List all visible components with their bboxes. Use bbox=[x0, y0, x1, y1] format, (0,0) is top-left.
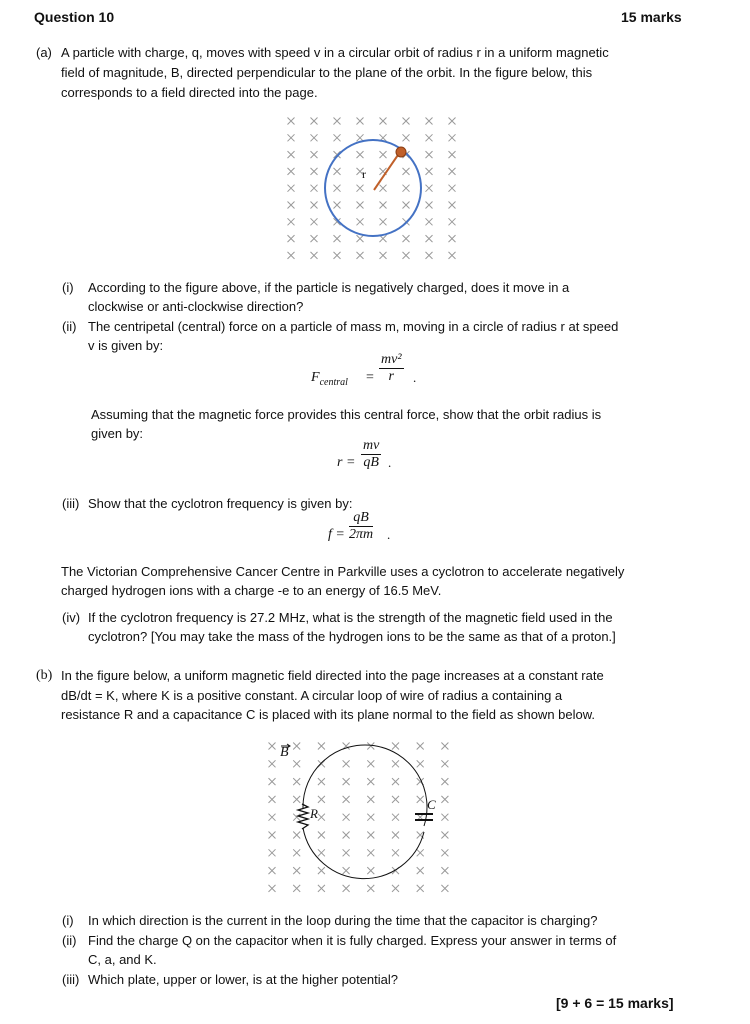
field-cross bbox=[343, 778, 350, 785]
field-cross bbox=[380, 252, 387, 259]
q-b-i-label: (i) bbox=[62, 913, 74, 928]
field-cross bbox=[343, 885, 350, 892]
field-cross bbox=[311, 235, 318, 242]
field-cross bbox=[403, 168, 410, 175]
q-a-ii-label: (ii) bbox=[62, 319, 77, 334]
field-cross bbox=[403, 252, 410, 259]
field-cross bbox=[449, 218, 456, 225]
field-cross bbox=[367, 814, 374, 821]
field-cross bbox=[357, 185, 364, 192]
field-cross bbox=[367, 867, 374, 874]
field-cross bbox=[426, 235, 433, 242]
field-cross bbox=[417, 796, 424, 803]
field-cross bbox=[367, 885, 374, 892]
field-cross bbox=[441, 849, 448, 856]
field-cross bbox=[343, 814, 350, 821]
field-cross bbox=[357, 218, 364, 225]
field-cross bbox=[288, 218, 295, 225]
field-cross bbox=[334, 185, 341, 192]
field-cross bbox=[441, 814, 448, 821]
eq3-fraction: $\frac{qB}{2\pi m}$ bbox=[349, 510, 374, 542]
resistor-label: R bbox=[310, 806, 318, 821]
field-cross bbox=[334, 252, 341, 259]
field-cross bbox=[426, 202, 433, 209]
field-cross bbox=[288, 202, 295, 209]
eq1-period: . bbox=[413, 370, 417, 385]
eq3-lhs: f = bbox=[328, 527, 345, 542]
q-a-ii-line: v is given by: bbox=[88, 338, 164, 353]
field-cross bbox=[441, 778, 448, 785]
field-cross bbox=[318, 743, 325, 750]
field-cross bbox=[288, 185, 295, 192]
field-cross bbox=[318, 778, 325, 785]
radius-line bbox=[374, 152, 400, 190]
field-cross bbox=[449, 252, 456, 259]
field-cross bbox=[269, 796, 276, 803]
field-cross bbox=[392, 832, 399, 839]
field-cross bbox=[441, 796, 448, 803]
field-cross bbox=[318, 814, 325, 821]
q-b-ii-line: C, a, and K. bbox=[88, 952, 157, 967]
field-cross bbox=[392, 778, 399, 785]
field-cross bbox=[367, 760, 374, 767]
field-cross bbox=[269, 867, 276, 874]
field-cross bbox=[269, 885, 276, 892]
context-line: The Victorian Comprehensive Cancer Centre in Parkville uses a cyclotron to accelerate negatively bbox=[61, 564, 625, 579]
q-b-iii-text: Which plate, upper or lower, is at the higher potential? bbox=[88, 972, 399, 987]
q-a-i-label: (i) bbox=[62, 280, 74, 295]
q-a-ii-line: The centripetal (central) force on a particle of mass m, moving in a circle of radius r at speed bbox=[88, 319, 619, 334]
part-b-line: resistance R and a capacitance C is placed with its plane normal to the field as shown below. bbox=[61, 707, 596, 722]
q-a-iv-line: If the cyclotron frequency is 27.2 MHz, what is the strength of the magnetic field used in the bbox=[88, 610, 613, 625]
field-cross bbox=[293, 743, 300, 750]
field-cross bbox=[311, 151, 318, 158]
field-cross bbox=[318, 832, 325, 839]
field-cross bbox=[288, 118, 295, 125]
field-cross bbox=[392, 760, 399, 767]
field-cross bbox=[392, 885, 399, 892]
field-cross bbox=[449, 168, 456, 175]
field-cross bbox=[311, 168, 318, 175]
field-cross bbox=[288, 252, 295, 259]
field-cross bbox=[343, 867, 350, 874]
magnetic-field-crosses-a bbox=[288, 118, 456, 259]
field-cross bbox=[403, 118, 410, 125]
q-a-ii-line: given by: bbox=[91, 426, 144, 441]
field-cross bbox=[403, 202, 410, 209]
field-cross bbox=[318, 885, 325, 892]
field-cross bbox=[417, 743, 424, 750]
magnetic-field-crosses-b bbox=[269, 743, 449, 892]
field-cross bbox=[293, 849, 300, 856]
field-cross bbox=[357, 235, 364, 242]
field-cross bbox=[318, 760, 325, 767]
q-b-i-text: In which direction is the current in the loop during the time that the capacitor is charging? bbox=[88, 913, 598, 928]
radius-label: r bbox=[362, 167, 366, 181]
field-cross bbox=[367, 796, 374, 803]
field-cross bbox=[269, 743, 276, 750]
field-cross bbox=[293, 760, 300, 767]
field-cross bbox=[343, 760, 350, 767]
part-b-line: dB/dt = K, where K is a positive constant. A circular loop of wire of radius a containing a bbox=[61, 688, 563, 703]
field-cross bbox=[426, 218, 433, 225]
part-a-line: field of magnitude, B, directed perpendicular to the plane of the orbit. In the figure below, this bbox=[61, 65, 593, 80]
q-a-i-line: According to the figure above, if the particle is negatively charged, does it move in a bbox=[88, 280, 570, 295]
field-cross bbox=[343, 832, 350, 839]
field-cross bbox=[426, 118, 433, 125]
field-cross bbox=[449, 202, 456, 209]
field-cross bbox=[318, 867, 325, 874]
field-cross bbox=[403, 185, 410, 192]
field-cross bbox=[441, 760, 448, 767]
eq2-period: . bbox=[388, 455, 392, 470]
field-cross bbox=[334, 134, 341, 141]
field-cross bbox=[449, 118, 456, 125]
part-a-label: (a) bbox=[36, 45, 52, 60]
field-cross bbox=[311, 185, 318, 192]
field-cross bbox=[293, 814, 300, 821]
field-cross bbox=[380, 218, 387, 225]
wire-loop-upper bbox=[303, 745, 427, 826]
field-cross bbox=[449, 134, 456, 141]
field-cross bbox=[357, 118, 364, 125]
field-cross bbox=[417, 885, 424, 892]
field-cross bbox=[449, 151, 456, 158]
field-cross bbox=[426, 168, 433, 175]
context-line: charged hydrogen ions with a charge -e to an energy of 16.5 MeV. bbox=[61, 583, 442, 598]
field-cross bbox=[392, 796, 399, 803]
field-cross bbox=[441, 743, 448, 750]
field-cross bbox=[392, 849, 399, 856]
marks-summary: [9 + 6 = 15 marks] bbox=[556, 995, 674, 1011]
field-cross bbox=[367, 849, 374, 856]
field-cross bbox=[380, 202, 387, 209]
field-cross bbox=[288, 134, 295, 141]
field-cross bbox=[357, 252, 364, 259]
q-a-iv-label: (iv) bbox=[62, 610, 81, 625]
field-label: B bbox=[280, 745, 289, 760]
field-cross bbox=[367, 832, 374, 839]
field-cross bbox=[426, 185, 433, 192]
eq3-period: . bbox=[387, 527, 391, 542]
part-b-label: (b) bbox=[36, 668, 53, 683]
field-cross bbox=[417, 867, 424, 874]
q-a-i-line: clockwise or anti-clockwise direction? bbox=[88, 299, 304, 314]
field-cross bbox=[392, 743, 399, 750]
field-cross bbox=[334, 202, 341, 209]
field-cross bbox=[449, 185, 456, 192]
field-cross bbox=[269, 814, 276, 821]
field-cross bbox=[269, 760, 276, 767]
q-b-ii-line: Find the charge Q on the capacitor when it is fully charged. Express your answer in terms of bbox=[88, 933, 617, 948]
eq2-fraction: $\frac{mv}{qB}$ bbox=[363, 438, 380, 470]
field-cross bbox=[334, 168, 341, 175]
q-a-iv-line: cyclotron? [You may take the mass of the hydrogen ions to be the same as that of a proton.] bbox=[88, 629, 616, 644]
field-cross bbox=[380, 151, 387, 158]
q-b-iii-label: (iii) bbox=[62, 972, 80, 987]
field-cross bbox=[426, 252, 433, 259]
field-cross bbox=[441, 885, 448, 892]
q-a-iii-label: (iii) bbox=[62, 496, 80, 511]
field-cross bbox=[269, 849, 276, 856]
field-cross bbox=[426, 134, 433, 141]
field-cross bbox=[357, 202, 364, 209]
eq2-lhs: r = bbox=[337, 455, 356, 470]
field-cross bbox=[449, 235, 456, 242]
field-cross bbox=[380, 185, 387, 192]
field-cross bbox=[288, 168, 295, 175]
field-cross bbox=[318, 849, 325, 856]
field-cross bbox=[293, 885, 300, 892]
field-cross bbox=[334, 118, 341, 125]
field-cross bbox=[343, 849, 350, 856]
capacitor-label: C bbox=[427, 797, 436, 812]
part-a-line: corresponds to a field directed into the page. bbox=[61, 85, 318, 100]
eq1-fraction: $\frac{\text{mv²}}{r}$ bbox=[381, 352, 402, 384]
field-cross bbox=[357, 151, 364, 158]
field-cross bbox=[311, 252, 318, 259]
field-cross bbox=[293, 796, 300, 803]
part-a-line: A particle with charge, q, moves with speed v in a circular orbit of radius r in a uniform magnetic bbox=[61, 45, 609, 60]
particle bbox=[396, 147, 406, 157]
field-cross bbox=[269, 832, 276, 839]
eq1-lhs: $F_{central}$ bbox=[311, 370, 348, 388]
field-cross bbox=[311, 202, 318, 209]
field-cross bbox=[392, 814, 399, 821]
field-cross bbox=[311, 118, 318, 125]
q-a-ii-line: Assuming that the magnetic force provides this central force, show that the orbit radius is bbox=[91, 407, 602, 422]
field-cross bbox=[426, 151, 433, 158]
total-marks: 15 marks bbox=[621, 9, 682, 25]
field-cross bbox=[293, 867, 300, 874]
field-cross bbox=[380, 118, 387, 125]
eq1-equals: = bbox=[366, 370, 374, 385]
q-a-iii-text: Show that the cyclotron frequency is given by: bbox=[88, 496, 353, 511]
field-cross bbox=[403, 134, 410, 141]
q-b-ii-label: (ii) bbox=[62, 933, 77, 948]
field-cross bbox=[288, 151, 295, 158]
field-cross bbox=[417, 849, 424, 856]
field-cross bbox=[293, 832, 300, 839]
field-cross bbox=[441, 832, 448, 839]
field-cross bbox=[288, 235, 295, 242]
field-cross bbox=[343, 796, 350, 803]
field-cross bbox=[311, 134, 318, 141]
field-cross bbox=[403, 235, 410, 242]
field-cross bbox=[318, 796, 325, 803]
field-cross bbox=[334, 235, 341, 242]
question-title: Question 10 bbox=[34, 9, 115, 25]
field-cross bbox=[293, 778, 300, 785]
field-cross bbox=[441, 867, 448, 874]
field-cross bbox=[311, 218, 318, 225]
field-cross bbox=[417, 760, 424, 767]
field-cross bbox=[269, 778, 276, 785]
part-b-line: In the figure below, a uniform magnetic field directed into the page increases at a constant rate bbox=[61, 668, 604, 683]
field-cross bbox=[367, 778, 374, 785]
